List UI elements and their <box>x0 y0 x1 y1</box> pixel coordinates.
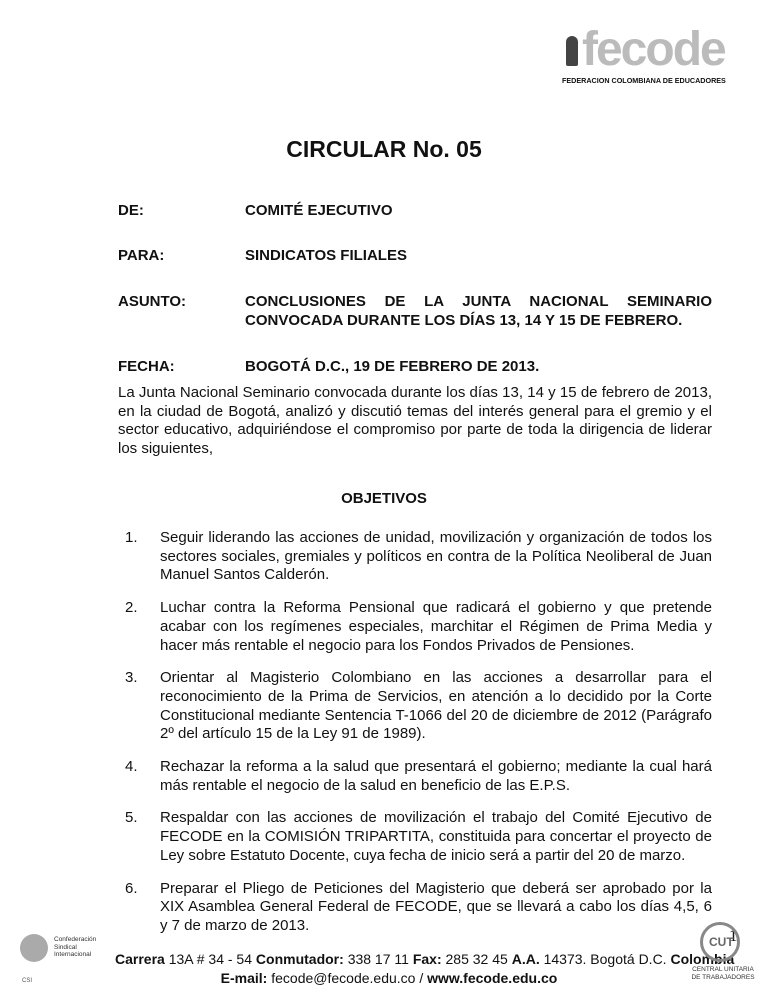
asunto-label: ASUNTO: <box>118 293 187 310</box>
csi-label: CSI <box>22 978 33 984</box>
item-number: 3. <box>125 669 138 687</box>
item-number: 5. <box>125 809 138 827</box>
de-label: DE: <box>118 202 144 219</box>
cut-text: CENTRAL UNITARIA DE TRABAJADORES <box>691 966 755 981</box>
item-number: 2. <box>125 599 138 617</box>
aa-value: 14373. Bogotá D.C. <box>543 951 667 967</box>
footer-address <box>115 951 734 967</box>
objective-item <box>118 809 712 865</box>
item-text: Orientar al Magisterio Colombiano en las acciones a desarrollar para el reconocimiento de la Prima de Servicios, en atención a lo decidido por la Corte Constitucional mediante Sentencia T-1066 del 20 de diciembre de 2012 (Parágrafo 2º del artículo 15 de la Ley 91 de 1989). <box>160 669 712 743</box>
item-text: Seguir liderando las acciones de unidad, movilización y organización de todos los sectores sociales, gremiales y políticos en contra de la Política Neoliberal de Juan Manuel Santos Calderón. <box>160 529 712 584</box>
para-value: SINDICATOS FILIALES <box>245 247 407 264</box>
asunto-line1: CONCLUSIONES DE LA JUNTA NACIONAL SEMINARIO <box>245 293 712 310</box>
email-label: E-mail: <box>220 970 268 986</box>
fecha-label: FECHA: <box>118 358 175 375</box>
logo-subtitle: FEDERACION COLOMBIANA DE EDUCADORES <box>562 76 726 85</box>
footer-contact <box>0 970 768 986</box>
item-number: 1. <box>125 529 138 546</box>
torch-icon <box>566 36 578 66</box>
objective-item <box>118 529 712 585</box>
item-number: 6. <box>125 879 138 897</box>
csi-text: Confederación Sindical Internacional <box>54 936 97 958</box>
conmutador-value: 338 17 11 <box>347 951 409 967</box>
item-text: Rechazar la reforma a la salud que presentará el gobierno; mediante la cual hará más rentable el negocio de la salud en beneficio de las E.P.S. <box>160 758 712 794</box>
objective-item <box>118 669 712 744</box>
objective-item <box>118 758 712 795</box>
fax-value: 285 32 45 <box>445 951 508 967</box>
item-text: Luchar contra la Reforma Pensional que radicará el gobierno y que pretende acabar con los regímenes especiales, marchitar el Régimen de Prima Media y hacer más rentable el negocio para los Fondos Privados de Pensiones. <box>160 599 712 654</box>
fecode-logo <box>560 22 760 92</box>
cut-emblem-icon <box>700 922 740 962</box>
item-number: 4. <box>125 758 138 776</box>
country: Colombia <box>670 951 735 967</box>
de-value: COMITÉ EJECUTIVO <box>245 202 393 219</box>
logo-wordmark: fecode <box>582 23 725 76</box>
objectives-list <box>118 529 712 950</box>
objective-item <box>118 599 712 655</box>
fax-label: Fax: <box>412 951 442 967</box>
item-text: Respaldar con las acciones de movilización el trabajo del Comité Ejecutivo de FECODE en la COMISIÓN TRIPARTITA, constituida para concertar el proyecto de Ley sobre Estatuto Docente, cuya fecha de inicio será a partir del 20 de marzo. <box>160 809 712 864</box>
separator: / <box>419 970 424 986</box>
conmutador-label: Conmutador: <box>255 951 344 967</box>
aa-label: A.A. <box>511 951 540 967</box>
cut-logo <box>688 922 758 982</box>
fecha-value: BOGOTÁ D.C., 19 DE FEBRERO DE 2013. <box>245 358 540 375</box>
carrera-value: 13A # 34 - 54 <box>168 951 253 967</box>
objetivos-heading: OBJETIVOS <box>341 490 427 507</box>
carrera-label: Carrera <box>115 951 165 967</box>
circular-title: CIRCULAR No. 05 <box>286 136 482 162</box>
cut-logo-text: CUT <box>709 935 734 949</box>
email-link[interactable]: fecode@fecode.edu.co <box>271 970 416 986</box>
website-link[interactable]: www.fecode.edu.co <box>427 970 558 986</box>
globe-icon <box>20 934 48 962</box>
objective-item <box>118 880 712 936</box>
page-number: 1 <box>729 926 738 945</box>
para-label: PARA: <box>118 247 165 264</box>
intro-paragraph: La Junta Nacional Seminario convocada durante los días 13, 14 y 15 de febrero de 2013, en la ciudad de Bogotá, analizó y discutió temas del interés general para el gremio y el sector educativo, adquiriéndose el compromiso por parte de toda la dirigencia de liderar los siguientes, <box>118 384 712 458</box>
asunto-line2: CONVOCADA DURANTE LOS DÍAS 13, 14 Y 15 DE FEBRERO. <box>245 312 683 329</box>
item-text: Preparar el Pliego de Peticiones del Magisterio que deberá ser aprobado por la XIX Asamblea General Federal de FECODE, que se llevará a cabo los días 4,5, 6 y 7 de marzo de 2013. <box>160 879 712 934</box>
